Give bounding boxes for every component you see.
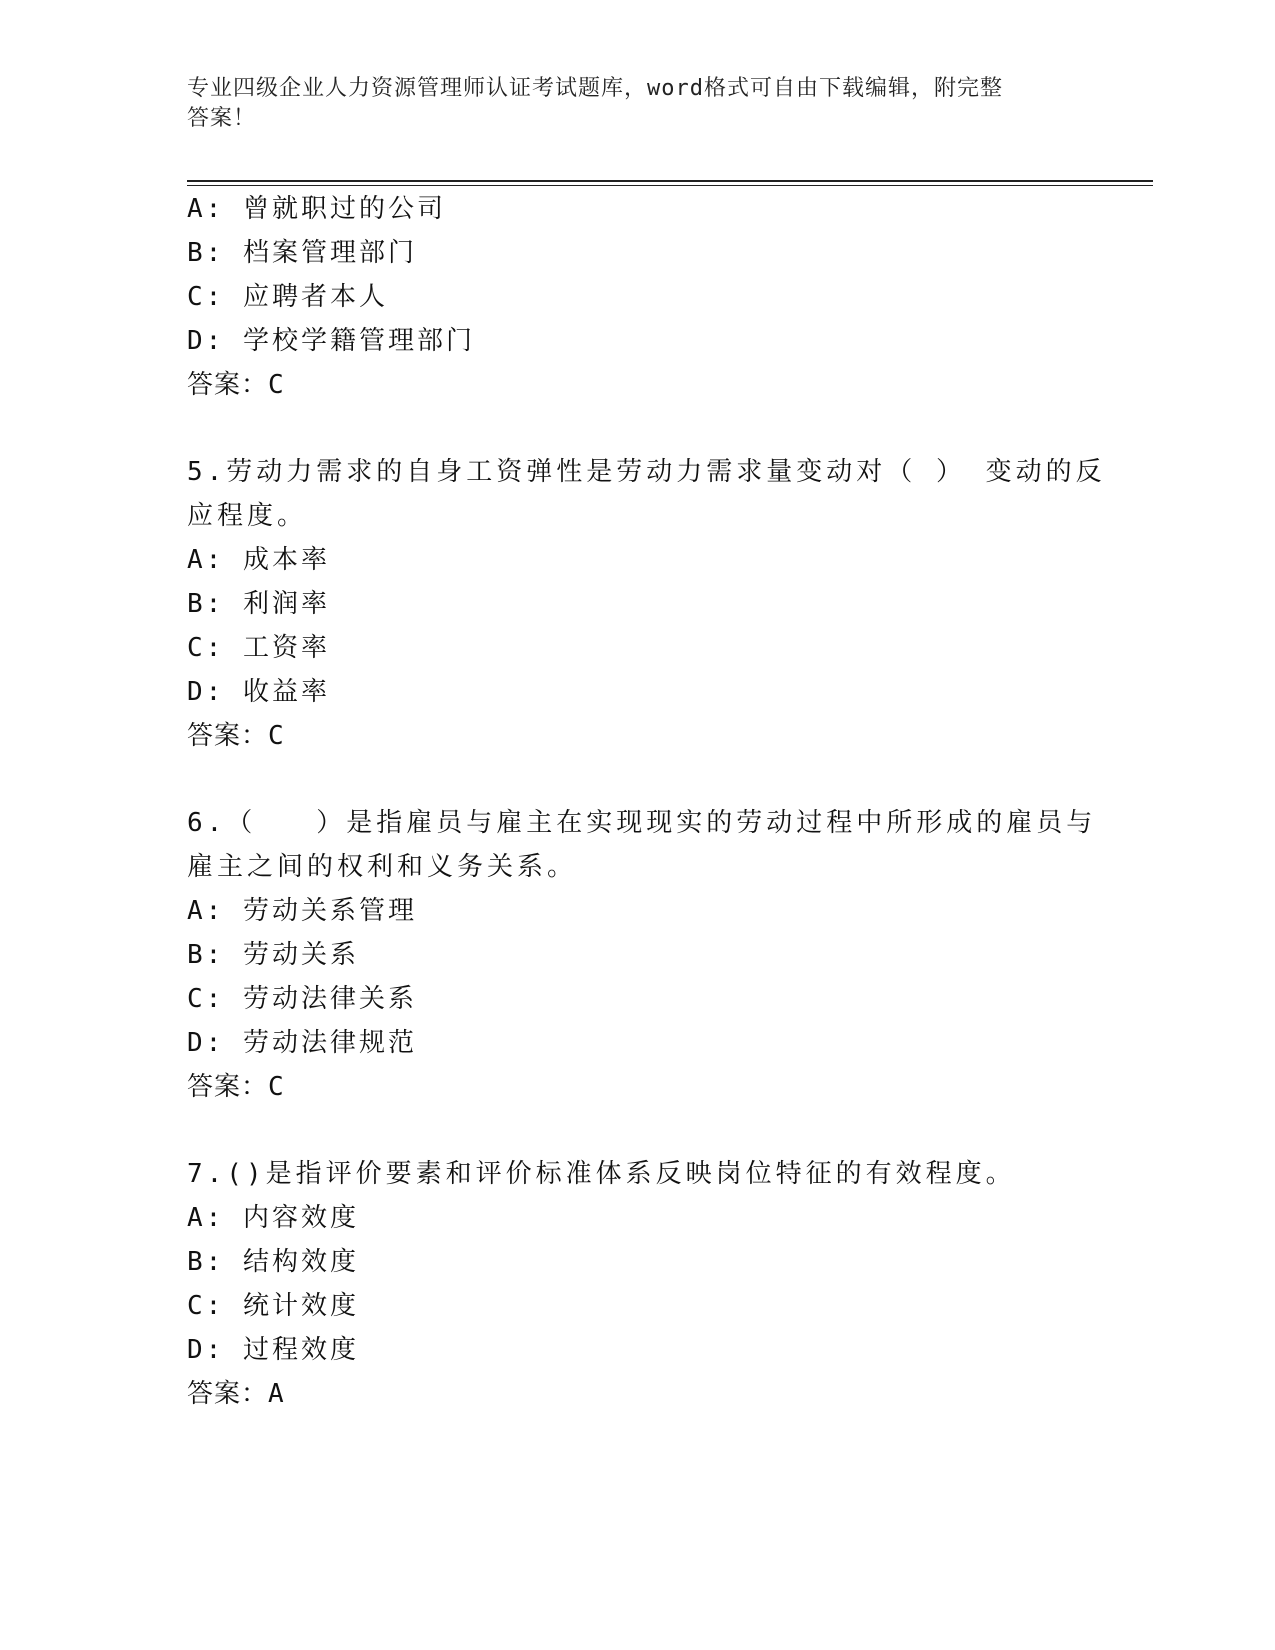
question-stem-cont: 雇主之间的权利和义务关系。 [187,852,578,882]
option-c: C: 应聘者本人 [187,282,388,312]
answer: 答案：C [187,721,285,751]
option-c: C: 统计效度 [187,1291,359,1321]
answer: 答案：C [187,1072,285,1102]
answer: 答案：C [187,370,285,400]
option-d: D: 学校学籍管理部门 [187,326,475,356]
header-line-1: 专业四级企业人力资源管理师认证考试题库，word格式可自由下载编辑，附完整 [187,76,1003,101]
option-a: A: 曾就职过的公司 [187,194,446,224]
question-stem-cont: 应程度。 [187,501,308,531]
question-stem: 5.劳动力需求的自身工资弹性是劳动力需求量变动对（ ） 变动的反 [187,457,1106,487]
option-d: D: 劳动法律规范 [187,1028,417,1058]
option-c: C: 劳动法律关系 [187,984,417,1014]
option-b: B: 利润率 [187,589,330,619]
answer: 答案：A [187,1379,285,1409]
header-divider [187,180,1153,182]
option-d: D: 过程效度 [187,1335,359,1365]
option-d: D: 收益率 [187,677,330,707]
header-line-2: 答案！ [187,106,257,131]
option-a: A: 成本率 [187,545,330,575]
document-header [187,74,1067,134]
option-a: A: 内容效度 [187,1203,359,1233]
option-c: C: 工资率 [187,633,330,663]
header-divider-thin [187,185,1153,186]
option-a: A: 劳动关系管理 [187,896,417,926]
option-b: B: 结构效度 [187,1247,359,1277]
question-stem: 7.()是指评价要素和评价标准体系反映岗位特征的有效程度。 [187,1159,1016,1189]
option-b: B: 档案管理部门 [187,238,417,268]
option-b: B: 劳动关系 [187,940,359,970]
question-stem: 6.（ ）是指雇员与雇主在实现现实的劳动过程中所形成的雇员与 [187,808,1097,838]
